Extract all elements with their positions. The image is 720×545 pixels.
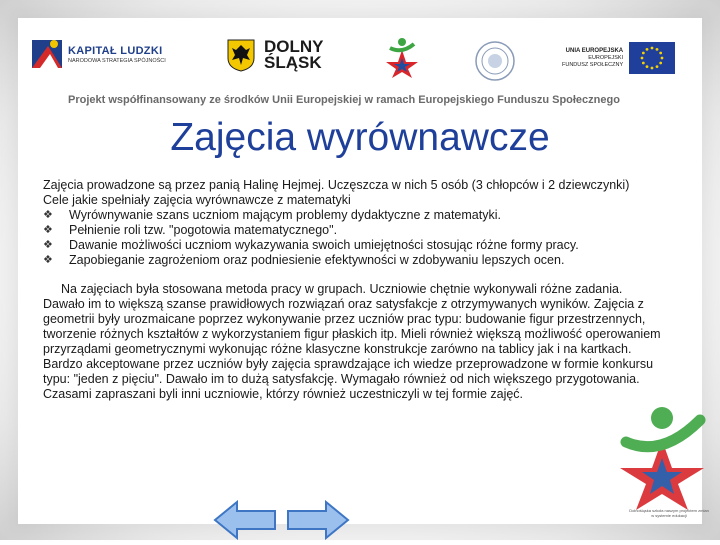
diamond-bullet-icon: ❖ — [43, 254, 53, 266]
eu-line3: FUNDUSZ SPOŁECZNY — [562, 61, 624, 68]
eu-star — [651, 47, 654, 50]
eu-star — [656, 65, 659, 68]
diamond-bullet-icon: ❖ — [43, 239, 53, 251]
dolny-slask-line1: DOLNY — [264, 37, 324, 56]
dolny-slask-logo — [226, 38, 324, 72]
cofunding-line: Projekt współfinansowany ze środków Unii Europejskiej w ramach Europejskiego Funduszu Społecznego — [68, 94, 620, 106]
eu-logo — [562, 42, 675, 74]
eu-star — [646, 65, 649, 68]
star-figure-icon — [384, 36, 420, 78]
eu-star — [651, 67, 654, 70]
eu-flag-icon — [629, 42, 675, 74]
kapital-ludzki-logo — [30, 34, 166, 74]
eu-line2: EUROPEJSKI — [588, 54, 624, 61]
eu-star — [659, 52, 662, 55]
intro-text: Zajęcia prowadzone są przez panią Halinę Hejmej. Uczęszcza w nich 5 osób (3 chłopców i 2 dziewczynki) — [43, 178, 630, 192]
eu-star — [641, 57, 644, 60]
diamond-bullet-icon: ❖ — [43, 224, 53, 236]
slide-content — [43, 178, 663, 402]
corner-caption: Dolnośląska szkoła naszym projektem zmian w systemie edukacji — [629, 508, 709, 518]
eu-star — [659, 62, 662, 65]
diamond-bullet-icon: ❖ — [43, 209, 53, 221]
goals-heading: Cele jakie spełniały zajęcia wyrównawcze z matematyki — [43, 193, 351, 207]
slide-title: Zajęcia wyrównawcze — [170, 116, 550, 159]
eu-star — [656, 48, 659, 51]
arrow-left-icon — [213, 500, 277, 540]
eu-star — [661, 57, 664, 60]
list-item: ❖ Pełnienie roli tzw. "pogotowia matematycznego". — [43, 223, 338, 237]
corner-star-icon — [612, 402, 712, 512]
eu-star — [642, 52, 645, 55]
dolny-slask-line2: ŚLĄSK — [264, 53, 322, 72]
round-badge-logo — [474, 40, 516, 82]
round-seal-icon — [474, 40, 516, 82]
kapital-ludzki-title: KAPITAŁ LUDZKI — [68, 44, 163, 57]
kapital-ludzki-subtitle: NARODOWA STRATEGIA SPÓJNOŚCI — [68, 57, 166, 64]
previous-slide-button[interactable] — [213, 500, 277, 540]
next-slide-button[interactable] — [286, 500, 350, 540]
eu-star — [642, 62, 645, 65]
eu-line1: UNIA EUROPEJSKA — [565, 47, 624, 54]
corner-star-logo — [612, 402, 712, 517]
school-star-logo — [384, 36, 420, 78]
list-item: ❖ Zapobieganie zagrożeniom oraz podniesienie efektywności w zdobywaniu lepszych ocen. — [43, 253, 565, 267]
eu-star — [646, 48, 649, 51]
list-item: ❖ Wyrównywanie szans uczniom mającym problemy dydaktyczne z matematyki. — [43, 208, 501, 222]
dolny-slask-eagle-icon — [226, 38, 256, 72]
body-paragraph: Na zajęciach była stosowana metoda pracy w grupach. Uczniowie chętnie wykonywali różne zadania. Dawało im to większą szanse prawidłowych rozwiązań oraz satysfakcje z otrzymywanych wyników. Zajęcia z geometrii były urozmaicane poprzez wykonywanie przez uczniów prac typu: budowanie figur przestrzennych, tworzenie różnych kształtów z wykorzystaniem figur płaskich itp. Mieli również większą możliwość operowaniem przyrządami geometrycznymi wykonując różne klasyczne konstrukcje zarówno na tablicy jak i na kartkach. Bardzo akceptowane przez uczniów były zajęcia sprawdzające ich wiedze przeprowadzone w formie konkursu typu: "jeden z pięciu". Dawało im to dużą satysfakcję. Wymagało również od nich większego przygotowania. Czasami zapraszani byli inni uczniowie, którzy również uczestniczyli w tej formie zajęć. — [43, 282, 661, 401]
kapital-ludzki-emblem-icon — [30, 34, 64, 74]
list-item: ❖ Dawanie możliwości uczniom wykazywania swoich umiejętności stosując różne formy pracy. — [43, 238, 579, 252]
arrow-right-icon — [286, 500, 350, 540]
